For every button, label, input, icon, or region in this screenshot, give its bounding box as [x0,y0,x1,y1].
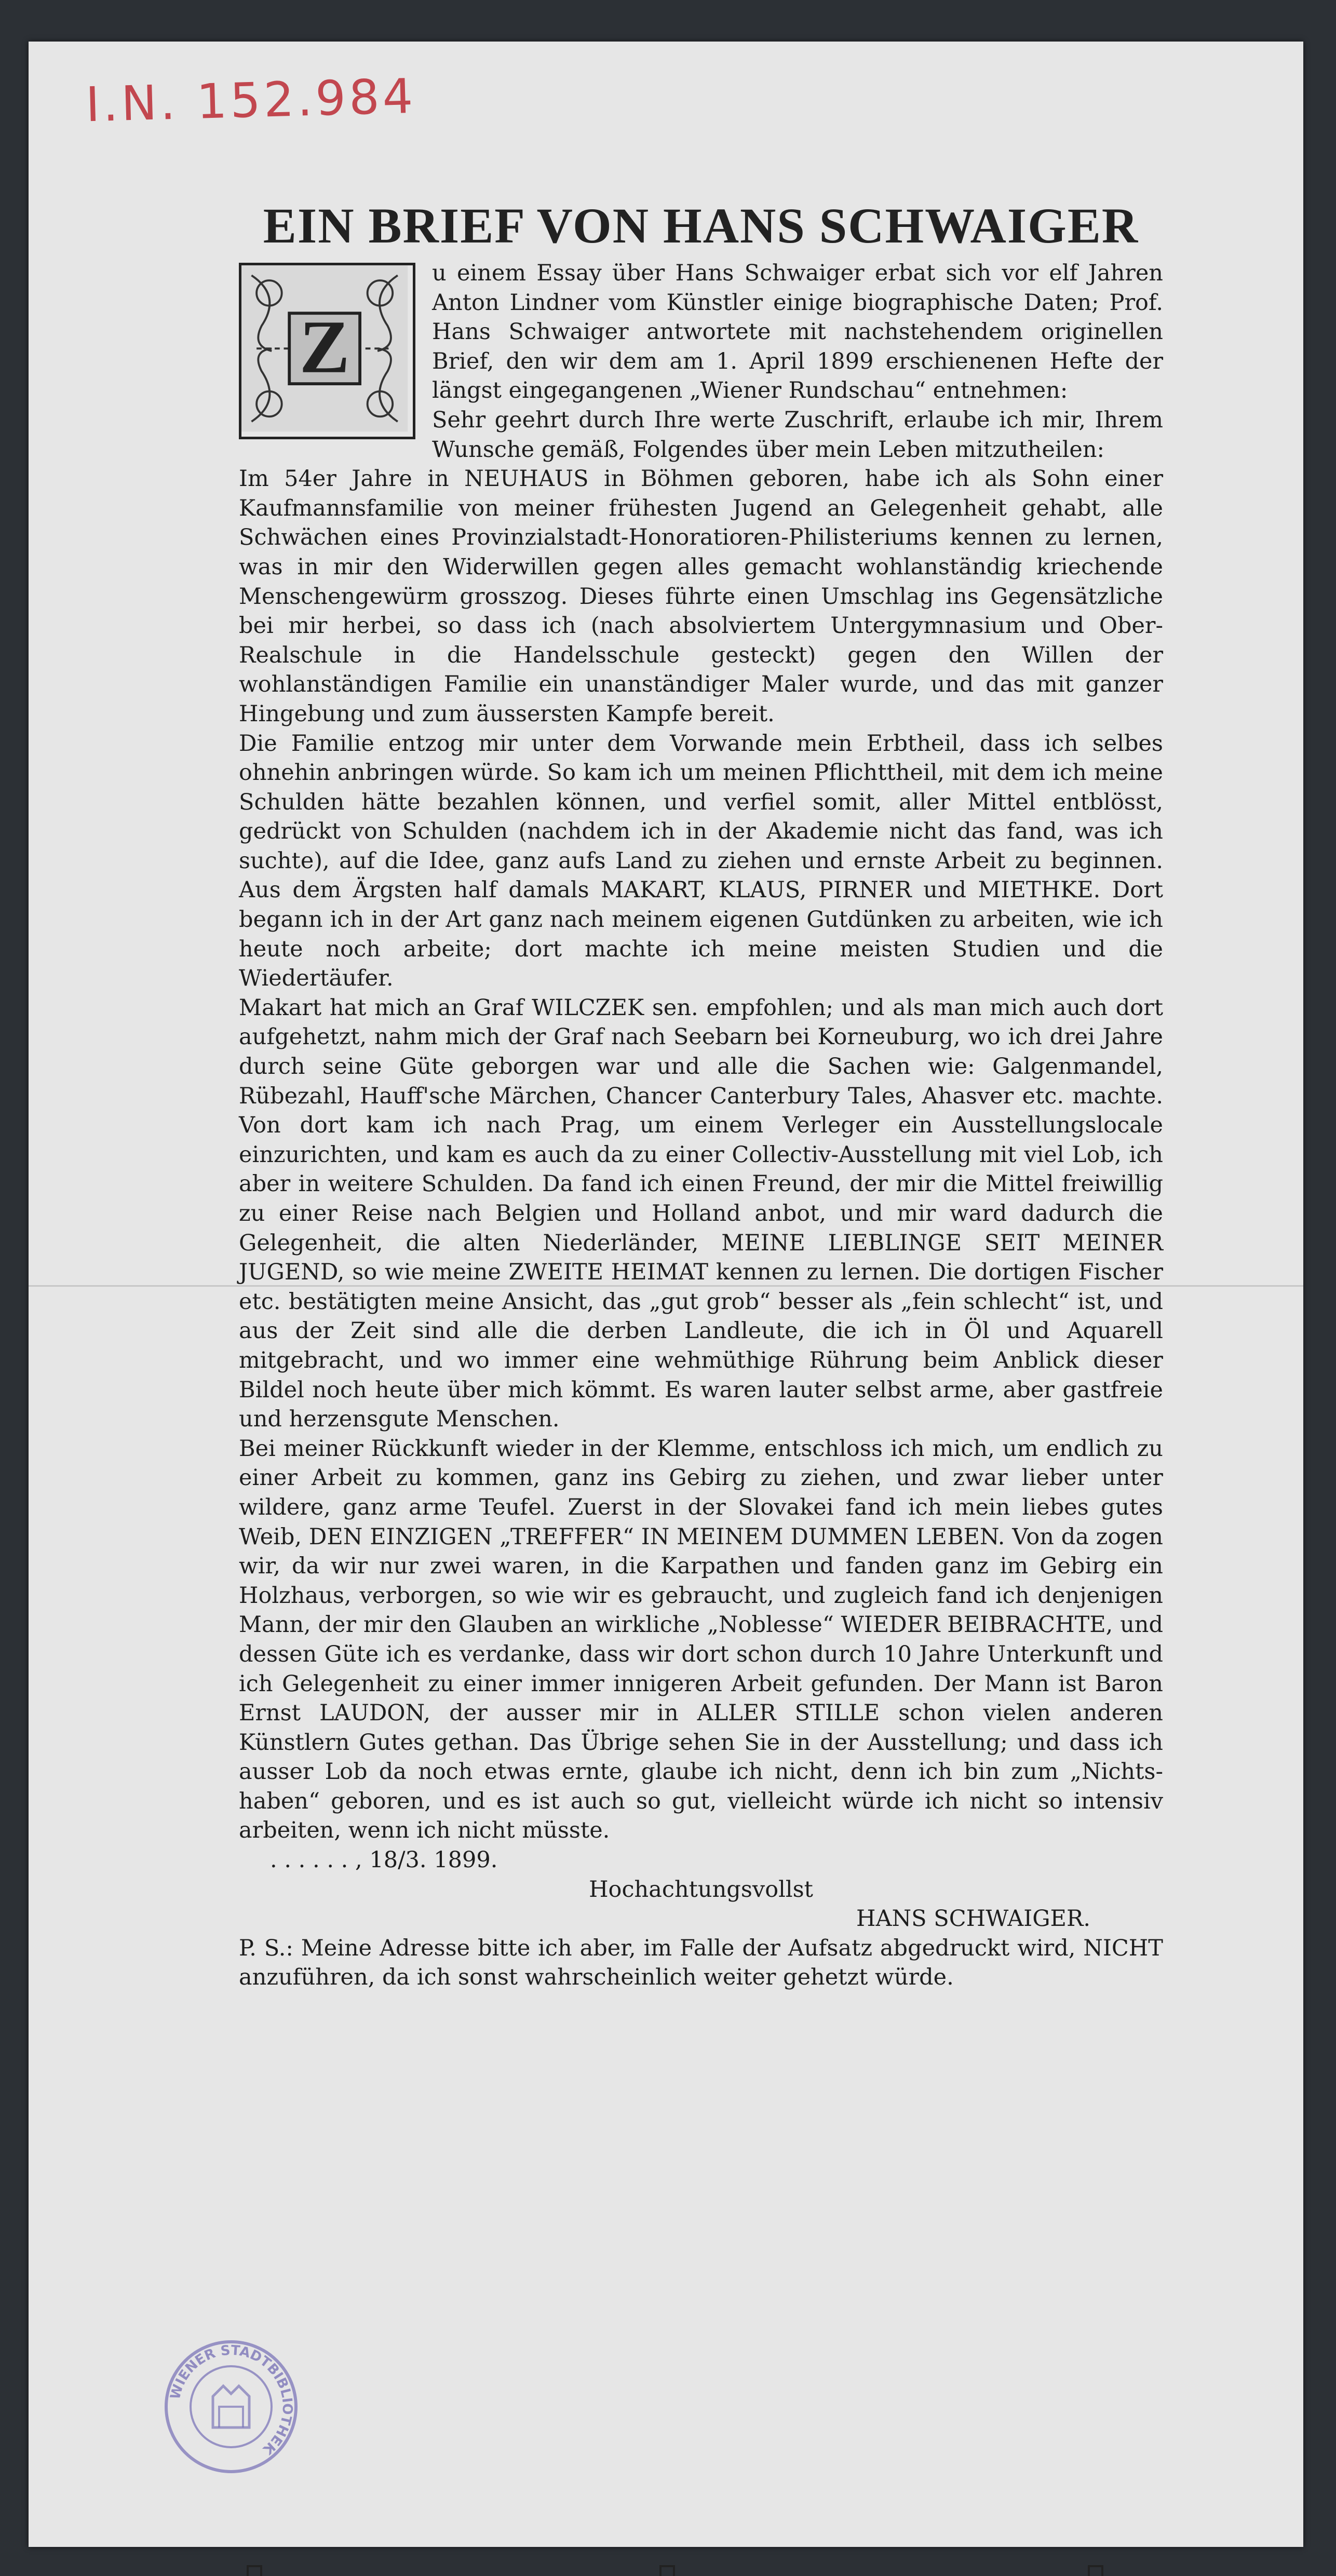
letter-body [239,197,1163,1992]
letter-paragraph: Makart hat mich an Graf WILCZEK sen. empfohlen; und als man mich auch dort aufgehetzt, nahm mich der Graf nach Seebarn bei Korneuburg, wo ich drei Jahre durch seine Güte geborgen war und alle die Sachen wie: Galgenmandel, Rübezahl, Hauff'sche Märchen, Chancer Canterbury Tales, Ahasver etc. machte. Von dort kam ich nach Prag, um einem Verleger ein Ausstellungslocale einzurichten, und kam es auch da zu einer Collectiv-Ausstellung mit viel Lob, ich aber in weitere Schulden. Da fand ich einen Freund, der mir die Mittel freiwillig zu einer Reise nach Belgien und Holland anbot, und mir ward dadurch die Gelegenheit, die alten Niederländer, MEINE LIEBLINGE SEIT MEINER JUGEND, so wie meine ZWEITE HEIMAT kennen zu lernen. Die dortigen Fischer etc. bestätigten meine Ansicht, das „gut grob“ besser als „fein schlecht“ ist, und aus der Zeit sind alle die derben Landleute, die ich in Öl und Aquarell mitgebracht, und wo immer eine wehmüthige Rührung beim Anblick dieser Bildel noch heute über mich kömmt. Es waren lauter selbst arme, aber gastfreie und herzensgute Menschen. [239,994,1163,1433]
decorated-initial-ornament [241,265,413,437]
print-mark-right [1088,2565,1103,2576]
initial-letter: Z [299,305,350,389]
postscript: P. S.: Meine Adresse bitte ich aber, im Falle der Aufsatz abgedruckt wird, NICHT anzuführen, da ich sonst wahrscheinlich weiter gehetzt würde. [239,1935,1163,1991]
letter-closing: Hochachtungsvollst [589,1876,813,1903]
document-title: EIN BRIEF VON HANS SCHWAIGER [263,198,1139,253]
letter-signature: HANS SCHWAIGER. [856,1906,1090,1932]
print-mark-left [247,2565,262,2576]
intro-paragraph: u einem Essay über Hans Schwaiger erbat sich vor elf Jahren Anton Lindner vom Künstler einige biographische Daten; Prof. Hans Schwaiger antwortete mit nachstehendem originellen Brief, den wir dem am 1. April 1899 erschienenen Hefte der längst eingegangenen „Wiener Rundschau“ entnehmen: [432,260,1163,404]
document-page [29,42,1303,2547]
letter-date: . . . . . . , 18/3. 1899. [270,1847,498,1873]
letter-paragraph: Bei meiner Rückkunft wieder in der Klemme, entschloss ich mich, um endlich zu einer Arbeit zu kommen, ganz ins Gebirg zu ziehen, und zwar lieber unter wildere, ganz arme Teufel. Zuerst in der Slovakei fand ich mein liebes gutes Weib, DEN EINZIGEN „TREFFER“ IN MEINEM DUMMEN LEBEN. Von da zogen wir, da wir nur zwei waren, in die Karpathen und fanden ganz im Gebirg ein Holzhaus, verborgen, so wie wir es gebraucht, und zugleich fand ich denjenigen Mann, der mir den Glauben an wirkliche „Noblesse“ WIEDER BEIBRACHTE, und dessen Güte ich es verdanke, dass wir dort schon durch 10 Jahre Unterkunft und ich Gelegenheit zu einer immer innigeren Arbeit gefunden. Der Mann ist Baron Ernst LAUDON, der ausser mir in ALLER STILLE schon vielen anderen Künstlern Gutes gethan. Das Übrige sehen Sie in der Ausstellung; und dass ich ausser Lob da noch etwas ernte, glaube ich nicht, denn ich bin zum „Nichts-haben“ geboren, und es ist auch so gut, vielleicht würde ich nicht so intensiv arbeiten, wenn ich nicht müsste. [239,1435,1163,1844]
letter-paragraph: Sehr geehrt durch Ihre werte Zuschrift, erlaube ich mir, Ihrem Wunsche gemäß, Folgendes über mein Leben mitzutheilen: [432,407,1163,463]
letter-paragraph: Die Familie entzog mir unter dem Vorwande mein Erbtheil, dass ich selbes ohnehin anbringen würde. So kam ich um meinen Pflichttheil, mit dem ich meine Schulden hätte bezahlen können, und verfiel somit, aller Mittel entblösst, gedrückt von Schulden (nachdem ich in der Akademie nicht das fand, was ich suchte), auf die Idee, ganz aufs Land zu ziehen und ernste Arbeit zu beginnen. Aus dem Ärgsten half damals MAKART, KLAUS, PIRNER und MIETHKE. Dort begann ich in der Art ganz nach meinem eigenen Gutdünken zu arbeiten, wie ich heute noch arbeite; dort machte ich meine meisten Studien und die Wiedertäufer. [239,730,1163,992]
letter-paragraph: Im 54er Jahre in NEUHAUS in Böhmen geboren, habe ich als Sohn einer Kaufmannsfamilie von meiner frühesten Jugend an Gelegenheit gehabt, alle Schwächen eines Provinzialstadt-Honoratioren-Philisteriums kennen zu lernen, was in mir den Widerwillen gegen alles gemacht wohlanständig kriechende Menschengewürm grosszog. Dieses führte einen Umschlag ins Gegensätzliche bei mir herbei, so dass ich (nach absolviertem Untergymnasium und Ober-Realschule in die Handelsschule gesteckt) gegen den Willen der wohlanständigen Familie ein unanständiger Maler wurde, und das mit ganzer Hingebung und zum äussersten Kampfe bereit. [239,466,1163,727]
decorated-initial [239,263,415,439]
print-mark-center [659,2565,675,2576]
library-stamp [161,2337,301,2477]
inventory-number: I.N. 152.984 [85,68,417,133]
stamp-text: WIENER STADTBIBLIOTHEK [167,2342,295,2458]
